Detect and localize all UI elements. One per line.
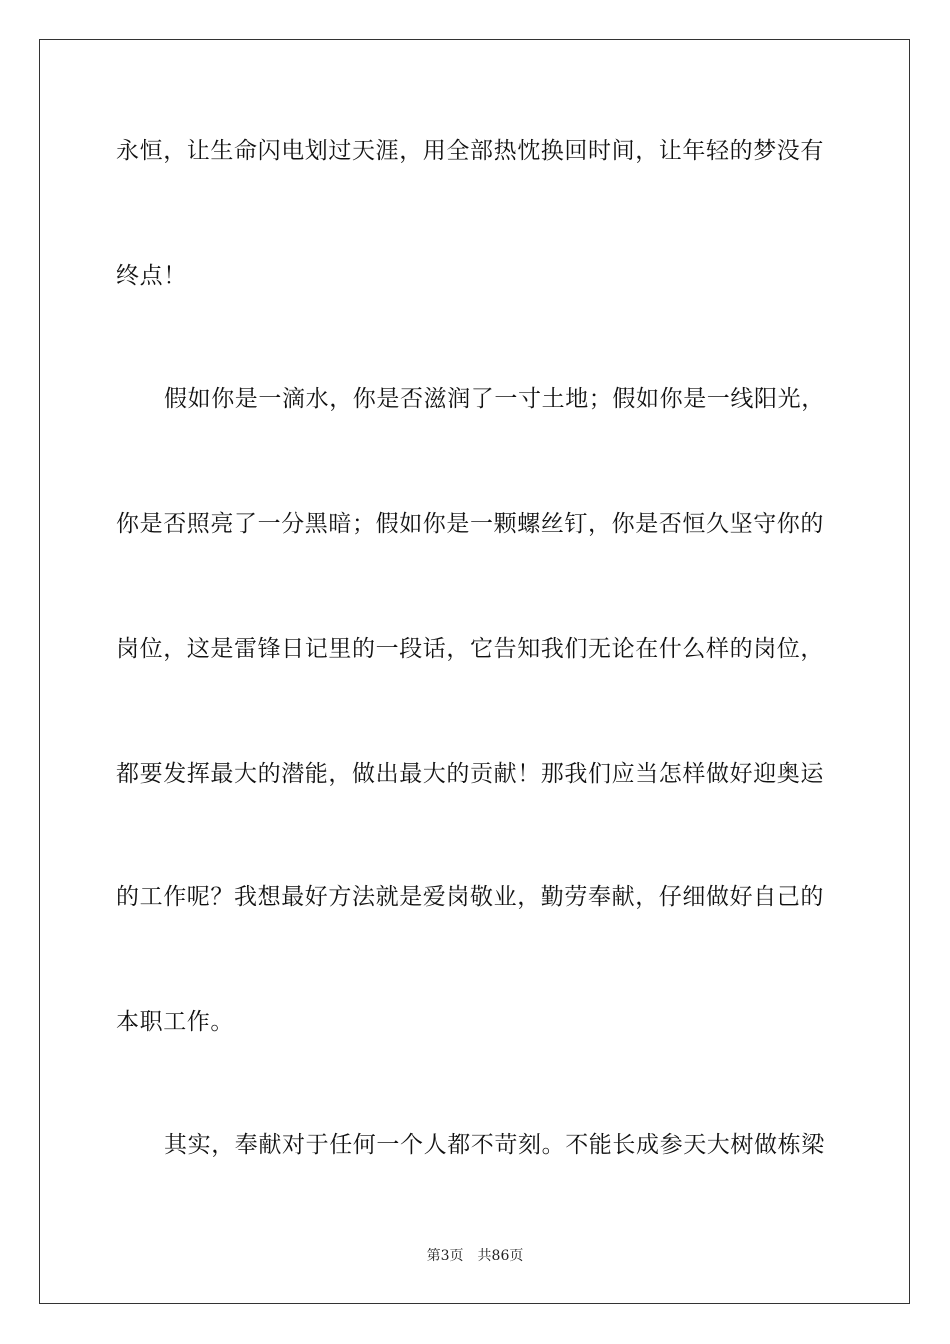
page-number: 第3页 bbox=[426, 1248, 464, 1264]
text-line-8: 本职工作。 bbox=[116, 1009, 234, 1035]
text-line-3: 假如你是一滴水，你是否滋润了一寸土地；假如你是一线阳光， bbox=[164, 386, 825, 412]
text-line-2: 终点！ bbox=[116, 263, 187, 289]
text-line-4: 你是否照亮了一分黑暗；假如你是一颗螺丝钉，你是否恒久坚守你的 bbox=[116, 511, 824, 537]
total-pages: 共86页 bbox=[477, 1248, 524, 1264]
page-border bbox=[39, 39, 910, 1304]
text-line-6: 都要发挥最大的潜能，做出最大的贡献！那我们应当怎样做好迎奥运 bbox=[116, 761, 824, 787]
text-line-7: 的工作呢？我想最好方法就是爱岗敬业，勤劳奉献，仔细做好自己的 bbox=[116, 884, 824, 910]
text-line-1: 永恒，让生命闪电划过天涯，用全部热忱换回时间，让年轻的梦没有 bbox=[116, 138, 824, 164]
text-line-9: 其实，奉献对于任何一个人都不苛刻。不能长成参天大树做栋梁 bbox=[164, 1132, 825, 1158]
page-footer bbox=[0, 1247, 950, 1265]
text-line-5: 岗位，这是雷锋日记里的一段话，它告知我们无论在什么样的岗位， bbox=[116, 636, 824, 662]
